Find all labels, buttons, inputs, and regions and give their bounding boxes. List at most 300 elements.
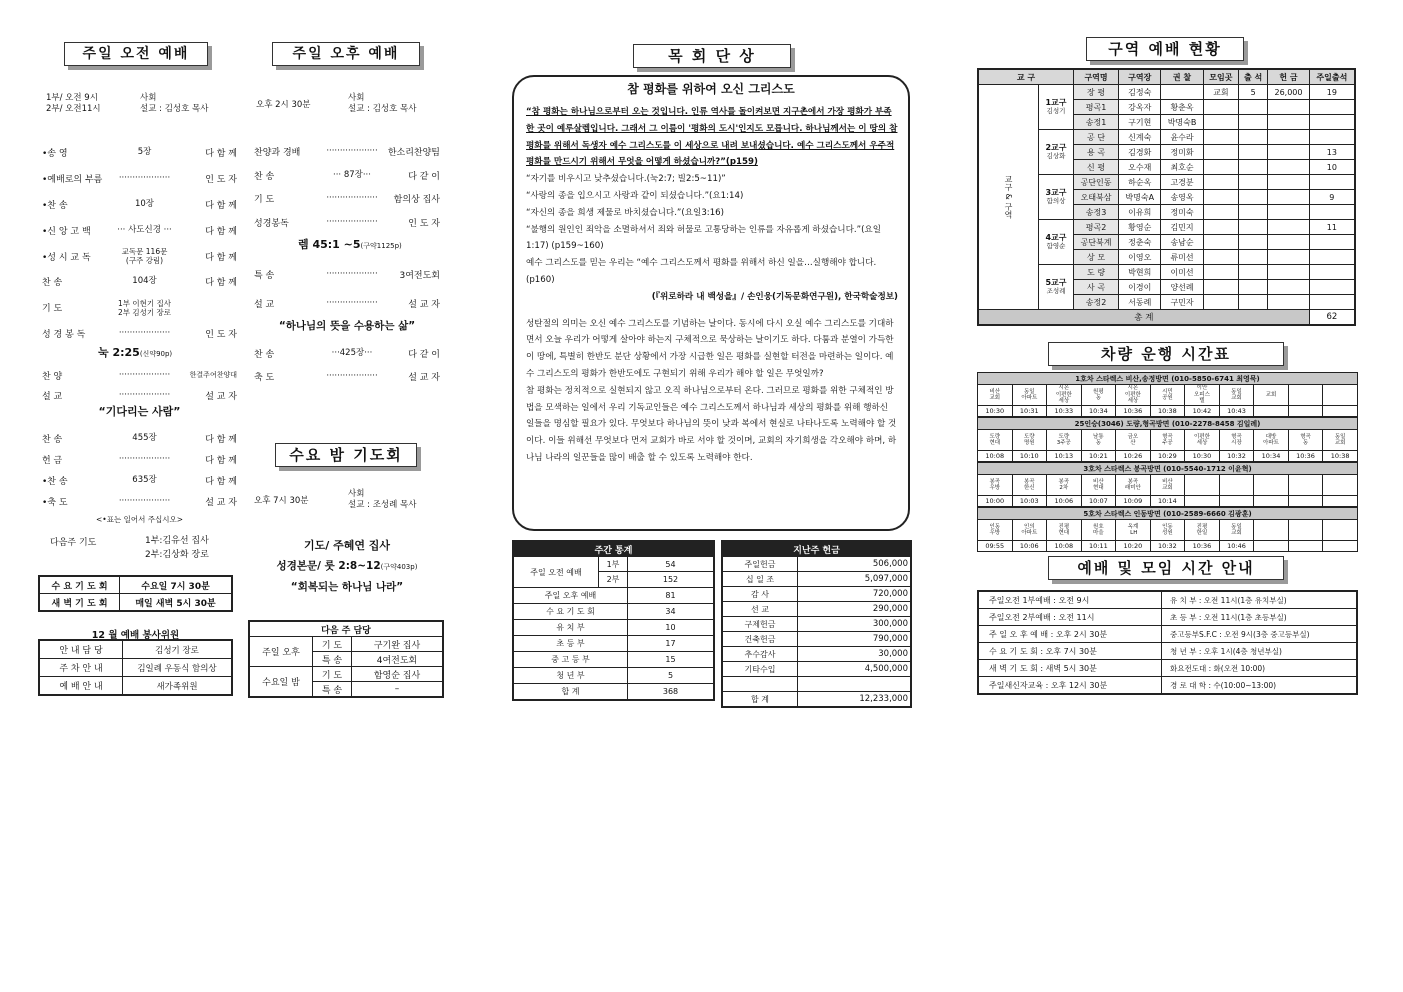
volunteer-name: 새가족위원 (123, 677, 233, 696)
stats-row (513, 668, 714, 684)
next-prayer-1: 1부:김유선 집사 (145, 536, 209, 546)
route-stop (1254, 520, 1289, 541)
next-prayer-label: 다음주 기도 (50, 538, 97, 548)
district-offering (1268, 145, 1309, 160)
district-total-label: 총 계 (978, 310, 1309, 326)
stats-row (513, 588, 714, 604)
stats-value: 10 (628, 620, 715, 636)
wednesday-scripture-ref: 성경본문/ 룻 2:8~12 (276, 560, 381, 572)
morning-service-header: 주일 오전 예배 (64, 42, 208, 66)
order-name: 성경봉독 (254, 218, 289, 229)
district-sunday (1309, 100, 1355, 115)
district-area: 평곡1 (1074, 100, 1119, 115)
district-total-value: 62 (1309, 310, 1355, 326)
wednesday-time: 오후 7시 30분 (254, 496, 309, 506)
route-time: 10:06 (1047, 496, 1082, 507)
order-leader: 함의상 집사 (393, 195, 440, 206)
sermon-heading: 참 평화를 위하여 오신 그리스도 (627, 82, 795, 96)
offering-value: 720,000 (798, 587, 912, 602)
sermon-p8: 참 평화는 정치적으로 실현되지 않고 오직 하나님으로부터 온다. 그러므로 평화를 위한 구체적인 방법을 모색하는 일에서 우리 기독교인들은 예수 그리스도께서 하나님과 세상의 평화를 위해 행하신 일들을 명심할 필요가 있다. 무엇보다 하나님의 뜻이 낮과 복에서 현실로 나타나도록 노력해야 할 것이다. 이들 위해선 무엇보다 먼저 교회가 바로 서야 할 것이며, 교회의 자기희생을 각오해야 하며, 하나님 나라의 일꾼들을 많이 배출 할 수 있도록 노력해야 한다. (526, 385, 897, 463)
volunteer-title: 12 월 예배 봉사위원 (91, 630, 180, 641)
order-row (254, 342, 440, 365)
stats-row (513, 604, 714, 620)
district-sunday: 13 (1309, 145, 1355, 160)
district-place (1203, 280, 1238, 295)
district-attendance (1239, 115, 1268, 130)
sermon-p6: 예수 그리스도를 믿는 우리는 “예수 그리스도께서 평화를 위해서 하신 일을…실행해야 합니다.(p160) (526, 258, 877, 285)
district-offering (1268, 100, 1309, 115)
order-row (254, 164, 440, 188)
route-stops-row (978, 385, 1358, 406)
district-area: 상 모 (1074, 250, 1119, 265)
district-attendance (1239, 235, 1268, 250)
order-name: 찬 송 (42, 435, 63, 445)
offering-name: 십 일 조 (722, 572, 798, 587)
order-detail: 455장 (132, 433, 157, 443)
order-leader: 3여전도회 (399, 271, 440, 281)
district-leader: 김정숙 (1119, 85, 1161, 100)
route-stop: 진평 한일 (1185, 520, 1220, 541)
order-row (42, 166, 237, 192)
morning-order-list (42, 140, 237, 346)
offering-row (722, 557, 911, 572)
route-time: 10:31 (1012, 406, 1047, 417)
schedule-right: 경 로 대 학 : 수(10:00~13:00) (1162, 677, 1358, 695)
district-attendance (1239, 220, 1268, 235)
district-offering (1268, 235, 1309, 250)
district-attendance (1239, 190, 1268, 205)
duty-name: – (352, 682, 444, 698)
afternoon-sermon-title: “하나님의 뜻을 수용하는 삶” (278, 320, 416, 332)
offering-row (722, 617, 911, 632)
order-name: •축 도 (42, 498, 68, 508)
district-leader: 박현희 (1119, 265, 1161, 280)
district-sunday (1309, 235, 1355, 250)
route-stop (1323, 385, 1358, 406)
offering-row (722, 677, 911, 692)
district-helper: 황춘옥 (1161, 100, 1203, 115)
district-helper: 이미선 (1161, 265, 1203, 280)
route-time: 10:09 (1116, 496, 1151, 507)
route-time: 10:33 (1047, 406, 1082, 417)
route-stop: 형곡 동 (1288, 430, 1323, 451)
district-attendance (1239, 175, 1268, 190)
order-detail: ··· 사도신경 ··· (117, 224, 172, 235)
district-area: 신 평 (1074, 160, 1119, 175)
volunteer-role: 주 차 안 내 (39, 659, 123, 677)
route-stop: 비산 현대 (1081, 475, 1116, 496)
schedule-row (978, 660, 1357, 677)
district-area: 송정1 (1074, 115, 1119, 130)
district-area: 공단인동 (1074, 175, 1119, 190)
duty-row (249, 667, 443, 682)
route-time (1219, 496, 1254, 507)
order-name: •송 영 (42, 149, 68, 160)
route-table (977, 507, 1358, 552)
order-name: •성 시 교 독 (42, 252, 91, 263)
district-helper: 구민자 (1161, 295, 1203, 310)
stats-name: 청 년 부 (513, 668, 628, 684)
order-row (254, 140, 440, 164)
afternoon-scripture (298, 236, 402, 252)
district-name-label: 3교구 (1045, 188, 1067, 197)
offering-value: 30,000 (798, 647, 912, 662)
duty-service: 주일 오후 (249, 637, 313, 667)
offering-row (722, 572, 911, 587)
district-helper: 양선례 (1161, 280, 1203, 295)
volunteer-table (38, 639, 233, 696)
morning-scripture (98, 344, 172, 360)
district-name-label: 4교구 (1045, 233, 1067, 242)
district-sunday (1309, 175, 1355, 190)
offering-name (722, 677, 798, 692)
district-attendance (1239, 265, 1268, 280)
route-stop: 원평 동 (1081, 385, 1116, 406)
stats-row (513, 620, 714, 636)
morning-time-1: 1부/ 오전 9시 (46, 93, 98, 103)
route-time (1288, 496, 1323, 507)
route-stop: 남통 동 (1081, 430, 1116, 451)
vehicle-schedule-header: 차량 운행 시간표 (1048, 342, 1284, 366)
route-stop: 인동 성원 (1150, 520, 1185, 541)
district-header-cell: 모임곳 (1203, 69, 1238, 85)
afternoon-order-list-3 (254, 342, 440, 388)
volunteer-role: 예 배 안 내 (39, 677, 123, 696)
order-leader: 한결주여찬양대 (189, 371, 237, 379)
wednesday-sermon: “회복되는 하나님 나라” (290, 581, 404, 593)
schedule-left: 주일새신자교육 : 오후 12시 30분 (978, 677, 1162, 695)
morning-order-list-2 (42, 365, 237, 405)
stats-sub: 2부 (599, 572, 628, 588)
district-leader: 정춘숙 (1119, 235, 1161, 250)
route-time: 10:29 (1150, 451, 1185, 462)
schedule-right: 중고등부S.F.C : 오전 9시(3층 중고등부실) (1162, 626, 1358, 643)
order-name: 기 도 (42, 304, 63, 315)
schedule-left: 주일오전 2부예배 : 오전 11시 (978, 609, 1162, 626)
weekly-stats-table (512, 540, 715, 701)
order-leader: 설 교 자 (408, 373, 440, 383)
district-offering (1268, 295, 1309, 310)
route-time: 10:13 (1047, 451, 1082, 462)
district-area: 공 단 (1074, 130, 1119, 145)
order-row (42, 385, 237, 405)
route-time: 10:00 (978, 496, 1013, 507)
schedule-row (978, 677, 1357, 695)
route-stop: 이편한 세상 (1185, 430, 1220, 451)
order-detail: ··················· (118, 454, 171, 464)
route-time (1288, 541, 1323, 552)
schedule-right: 초 등 부 : 오전 11시(1층 초등부실) (1162, 609, 1358, 626)
route-stop: 교회 (1254, 385, 1289, 406)
route-time: 10:08 (978, 451, 1013, 462)
district-area: 송정2 (1074, 295, 1119, 310)
route-time: 10:43 (1219, 406, 1254, 417)
route-stop: 동일 교회 (1323, 430, 1358, 451)
route-table (977, 462, 1358, 507)
district-sunday (1309, 280, 1355, 295)
route-time: 10:07 (1081, 496, 1116, 507)
order-name: 설 교 (42, 391, 63, 402)
route-stop: 형곡 주공 (1150, 430, 1185, 451)
order-name: 헌 금 (42, 456, 63, 466)
district-name-label: 1교구 (1045, 98, 1067, 107)
duty-role: 기 도 (313, 667, 352, 682)
route-stop (1219, 475, 1254, 496)
route-time: 10:30 (978, 406, 1013, 417)
district-sunday (1309, 250, 1355, 265)
district-area: 송정3 (1074, 205, 1119, 220)
order-name: •예배로의 부름 (42, 175, 103, 186)
order-name: 특 송 (254, 271, 275, 281)
district-offering (1268, 280, 1309, 295)
district-table (977, 68, 1356, 326)
order-detail: ··················· (326, 298, 378, 308)
district-offering (1268, 220, 1309, 235)
sermon-p7: 성탄절의 의미는 오신 예수 그리스도를 기념하는 날이다. 동시에 다시 오실 예수 그리스도를 기대하면서 오늘 우리가 어떻게 살아야 하는지 구체적으로 묵상하는 날이기도 하다. 다툼과 분열이 가득한 이 땅에, 특별히 한반도 분단 상황에서 가장 시급한 일은 평화를 실현할 터전을 마련하는 일이다. 예수 그리스도의 평화가 한반도에도 구현되기 위해 우리가 해야 할 일은 무엇일까? (526, 318, 894, 379)
stats-value: 17 (628, 636, 715, 652)
sermon-source: (『위로하라 내 백성을』/ 손인웅(기독문화연구원), 한국학술정보) (651, 291, 898, 302)
order-detail: ··· 87장··· (333, 169, 371, 180)
offering-value: 290,000 (798, 602, 912, 617)
district-helper: 정미화 (1161, 145, 1203, 160)
route-time: 10:11 (1081, 541, 1116, 552)
duty-row (249, 637, 443, 652)
afternoon-order-list-2 (254, 260, 440, 318)
order-detail: ··················· (118, 389, 171, 400)
district-area: 장 평 (1074, 85, 1119, 100)
district-header-cell: 헌 금 (1268, 69, 1309, 85)
meeting-name: 새 벽 기 도 회 (39, 594, 120, 612)
order-detail: ··················· (118, 369, 171, 380)
order-name: 찬 송 (254, 171, 275, 182)
next-prayer-2: 2부:김상화 장로 (145, 550, 209, 560)
district-header-cell: 주일출석 (1309, 69, 1355, 85)
order-detail: ··················· (326, 146, 378, 157)
order-row (254, 187, 440, 211)
route-stops-row (978, 475, 1358, 496)
morning-scripture-page: (신약90p) (139, 350, 173, 358)
order-leader: 다 함 께 (205, 226, 237, 237)
offering-value: 5,097,000 (798, 572, 912, 587)
order-leader: 다 함 께 (205, 477, 237, 487)
offering-table (721, 540, 912, 708)
meeting-name: 수 요 기 도 회 (39, 576, 120, 594)
wednesday-scripture (254, 558, 440, 573)
district-leader: 김경화 (1119, 145, 1161, 160)
duty-name: 함영순 집사 (352, 667, 444, 682)
schedule-right: 유 치 부 : 오전 11시(1층 유치부실) (1162, 591, 1358, 609)
route-stop: 시온 이편한 세상 (1116, 385, 1151, 406)
district-attendance (1239, 130, 1268, 145)
route-stop: 봉곡 한신 (1012, 475, 1047, 496)
stats-sub: 1부 (599, 557, 628, 572)
route-stop: 도량 현대 (978, 430, 1013, 451)
district-place (1203, 265, 1238, 280)
district-pastor: 함영순 (1046, 242, 1066, 250)
district-leader: 하순옥 (1119, 175, 1161, 190)
schedule-table (977, 590, 1358, 695)
district-sunday (1309, 205, 1355, 220)
district-place: 교회 (1203, 85, 1238, 100)
next-prayer-names (145, 534, 209, 562)
route-stop (1185, 475, 1220, 496)
order-name: 찬 송 (254, 350, 275, 360)
volunteer-name: 김일례 우동식 함의상 (123, 659, 233, 677)
route-times-row (978, 406, 1358, 417)
order-detail: 5장 (137, 147, 152, 158)
order-name: •신 앙 고 백 (42, 226, 91, 237)
order-row (42, 269, 237, 295)
route-time (1323, 496, 1358, 507)
route-header-row (978, 418, 1358, 430)
order-leader: 인 도 자 (205, 175, 237, 186)
duty-name: 4여전도회 (352, 652, 444, 667)
order-name: 찬양과 경배 (254, 148, 301, 159)
route-header: 5호차 스타렉스 인동방면 (010-2589-6660 김광훈) (978, 508, 1358, 520)
route-stop: 인동 우방 (978, 520, 1013, 541)
district-name (1039, 130, 1074, 175)
district-place (1203, 295, 1238, 310)
order-leader: 다 함 께 (205, 200, 237, 211)
order-row (42, 140, 237, 166)
district-header-cell: 출 석 (1239, 69, 1268, 85)
sermon-p2: “자기를 비우시고 낮추셨습니다.(눅2:7; 빌2:5~11)” (526, 174, 726, 185)
offering-name: 구제헌금 (722, 617, 798, 632)
wednesday-prayer-header: 수요 밤 기도회 (275, 443, 417, 467)
order-leader: 다 같 이 (408, 171, 440, 182)
route-time (1323, 541, 1358, 552)
route-times-row (978, 451, 1358, 462)
route-time (1185, 496, 1220, 507)
morning-order-list-3 (42, 428, 237, 512)
offering-value (798, 677, 912, 692)
stats-value: 34 (628, 604, 715, 620)
district-helper: 최호순 (1161, 160, 1203, 175)
order-leader: 다 함 께 (205, 278, 237, 289)
route-stop (1288, 385, 1323, 406)
offering-name: 기타수입 (722, 662, 798, 677)
district-leader: 오수재 (1119, 160, 1161, 175)
duty-role: 기 도 (313, 637, 352, 652)
route-time: 10:20 (1116, 541, 1151, 552)
pastoral-column-header: 목 회 단 상 (633, 44, 791, 68)
route-stop: 비산 교회 (1150, 475, 1185, 496)
district-area: 사 곡 (1074, 280, 1119, 295)
sermon-p4: “자신의 종을 희생 제물로 바치셨습니다.”(요일3:16) (526, 207, 724, 218)
morning-scripture-ref: 눅 2:25 (98, 346, 140, 359)
stats-value: 5 (628, 668, 715, 684)
volunteer-row (39, 659, 232, 677)
sermon-body (526, 104, 898, 467)
district-attendance (1239, 280, 1268, 295)
duty-name: 구기완 집사 (352, 637, 444, 652)
route-header-row (978, 373, 1358, 385)
stats-name: 합 계 (513, 684, 628, 701)
route-stop (1288, 520, 1323, 541)
district-sunday: 19 (1309, 85, 1355, 100)
route-time (1254, 496, 1289, 507)
next-week-duty-table (248, 620, 444, 698)
district-offering (1268, 190, 1309, 205)
order-name: •찬 송 (42, 200, 68, 211)
order-row (254, 289, 440, 318)
route-stop: 인의 아파트 (1012, 520, 1047, 541)
order-leader: 인 도 자 (205, 329, 237, 340)
district-header-cell: 구역명 (1074, 69, 1119, 85)
order-detail: 635장 (132, 475, 157, 485)
district-sunday (1309, 295, 1355, 310)
schedule-left: 주일오전 1부예배 : 오전 9시 (978, 591, 1162, 609)
sermon-p5: “불행의 원인인 죄악을 소멸하셔서 죄와 허물로 고통당하는 인류를 자유롭게 하셨습니다.”(요일1:17) (p159~160) (526, 224, 882, 252)
offering-value: 4,500,000 (798, 662, 912, 677)
route-time: 10:42 (1185, 406, 1220, 417)
offering-name: 선 교 (722, 602, 798, 617)
order-row (42, 470, 237, 491)
route-stop: 비산 교회 (978, 385, 1013, 406)
duty-role: 특 송 (313, 682, 352, 698)
sermon-p1: “참 평화는 하나님으로부터 오는 것입니다. 인류 역사를 돌이켜보면 지구촌에서 가장 평화가 부족한 곳이 예루살렘입니다. 그래서 그 이름이 '평화의 도시'인지도 모릅니다. 하나님께서는 이 땅의 참 평화를 위해서 독생자 예수 그리스도를 이 세상으로 내려 보내셨습니다. 예수 그리스도께서 우주적 평화를 만드시기 위해서 무엇을 어떻게 하셨습니까?”(p159) (526, 107, 898, 168)
route-stop: 봉곡 우방 (978, 475, 1013, 496)
stats-row (513, 652, 714, 668)
order-detail: ··················· (326, 371, 378, 381)
offering-value: 506,000 (798, 557, 912, 572)
order-row (42, 217, 237, 243)
district-attendance (1239, 295, 1268, 310)
district-name-label: 5교구 (1045, 278, 1067, 287)
afternoon-scripture-ref: 렘 45:1 ~5 (298, 238, 361, 251)
district-leader: 구기현 (1119, 115, 1161, 130)
route-time: 10:38 (1323, 451, 1358, 462)
order-detail: ··················· (326, 216, 378, 227)
route-stop (1254, 475, 1289, 496)
afternoon-time: 오후 2시 30분 (256, 100, 311, 110)
order-row (42, 428, 237, 449)
order-detail: 104장 (132, 276, 157, 287)
route-header: 3호차 스타렉스 봉곡방면 (010-5540-1712 이윤혁) (978, 463, 1358, 475)
route-time: 10:26 (1116, 451, 1151, 462)
order-name: 찬 양 (42, 371, 63, 382)
offering-title: 지난주 헌금 (722, 541, 911, 557)
order-row (42, 192, 237, 218)
route-time: 10:21 (1081, 451, 1116, 462)
meeting-times-table (38, 575, 233, 612)
order-detail: ··················· (118, 173, 171, 184)
volunteer-name: 김성기 장로 (123, 640, 233, 659)
district-name (1039, 265, 1074, 310)
order-detail: ··················· (326, 269, 378, 279)
offering-value: 12,233,000 (798, 692, 912, 708)
route-header: 25인승(3046) 도량,형곡방면 (010-2278-8458 김일례) (978, 418, 1358, 430)
offering-value: 300,000 (798, 617, 912, 632)
order-name: •찬 송 (42, 477, 68, 487)
district-offering (1268, 130, 1309, 145)
stats-value: 54 (628, 557, 715, 572)
district-helper: 윤수라 (1161, 130, 1203, 145)
route-stop: 금오 산 (1116, 430, 1151, 451)
district-leader: 이경이 (1119, 280, 1161, 295)
offering-row (722, 602, 911, 617)
order-name: 성 경 봉 독 (42, 329, 86, 340)
order-detail: ··················· (118, 327, 171, 338)
stats-name: 주일 오전 예배 (513, 557, 599, 588)
offering-name: 추수감사 (722, 647, 798, 662)
district-row (978, 85, 1355, 100)
route-time (1288, 406, 1323, 417)
order-detail: 1부 이현기 집사 2부 김성기 장로 (117, 298, 171, 317)
order-row (254, 260, 440, 289)
order-name: 기 도 (254, 195, 275, 206)
schedule-left: 수 요 기 도 회 : 오후 7시 30분 (978, 643, 1162, 660)
